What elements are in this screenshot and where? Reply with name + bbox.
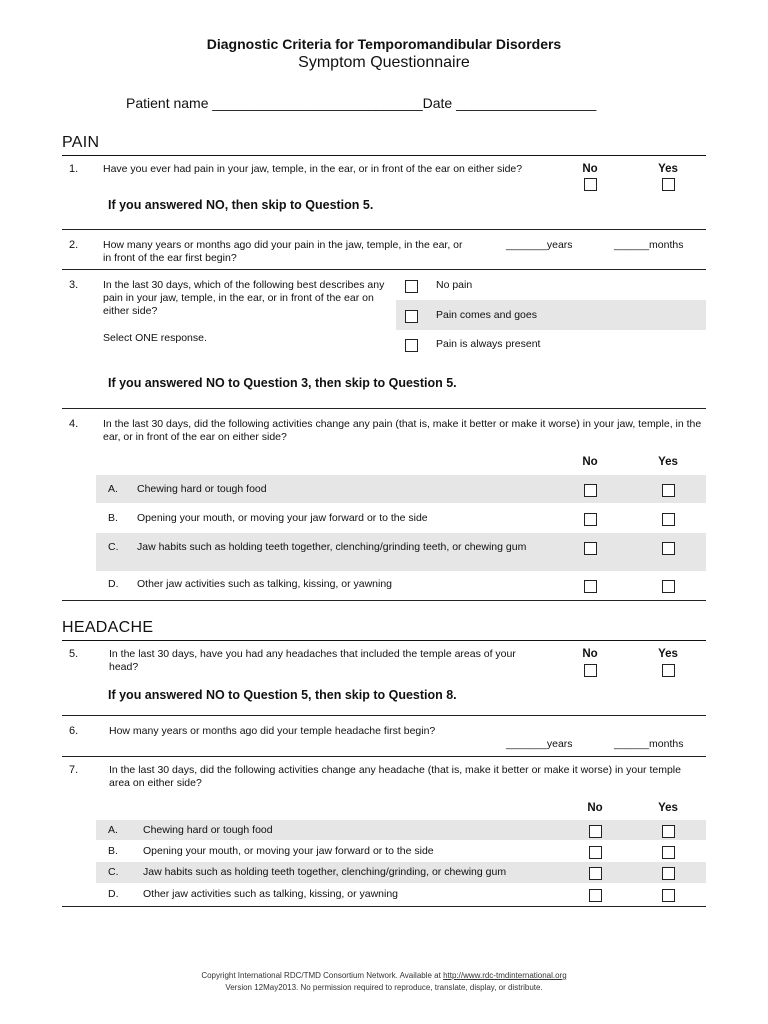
question-number: 3. [69,279,79,291]
years-field[interactable]: _______years [506,738,573,750]
q1-yes-checkbox[interactable] [662,178,675,191]
question-7-text: In the last 30 days, did the following activities change any headache (that is, make it better or make it worse) in your temple area on either side? [109,764,681,789]
question-3-text: In the last 30 days, which of the following best describes any pain in your jaw, temple, in the ear, or in front of the ear on either side? [103,279,385,317]
q7-b-no-checkbox[interactable] [589,846,602,859]
q4-a-no-checkbox[interactable] [584,484,597,497]
question-number: 5. [69,648,79,660]
q4-b-yes-checkbox[interactable] [662,513,675,526]
no-header: No [582,163,598,175]
form-subtitle: Symptom Questionnaire [298,54,470,71]
q7-a-yes-checkbox[interactable] [662,825,675,838]
section-divider [62,640,706,641]
q5-yes-checkbox[interactable] [662,664,675,677]
no-header: No [582,648,598,660]
q5-no-checkbox[interactable] [584,664,597,677]
q7-d-no-checkbox[interactable] [589,889,602,902]
q7-c-no-checkbox[interactable] [589,867,602,880]
question-divider [62,600,706,601]
row-text: Chewing hard or tough food [137,483,267,495]
yes-header: Yes [658,456,678,468]
row-letter: B. [108,512,118,524]
q7-c-yes-checkbox[interactable] [662,867,675,880]
q4-a-yes-checkbox[interactable] [662,484,675,497]
q3-option-label: Pain is always present [436,338,541,350]
row-text: Chewing hard or tough food [143,824,273,836]
yes-header: Yes [658,163,678,175]
question-5-text: In the last 30 days, have you had any headaches that included the temple areas of your head? [109,648,516,673]
months-field[interactable]: ______months [614,239,684,251]
row-letter: A. [108,824,118,836]
question-number: 4. [69,418,79,430]
row-letter: B. [108,845,118,857]
consortium-link[interactable]: http://www.rdc-tmdinternational.org [443,971,567,980]
q4-c-yes-checkbox[interactable] [662,542,675,555]
no-header: No [582,456,598,468]
years-field[interactable]: _______years [506,239,573,251]
row-letter: D. [108,888,119,900]
q4-d-no-checkbox[interactable] [584,580,597,593]
yes-header: Yes [658,648,678,660]
section-heading-headache: HEADACHE [62,619,154,636]
yes-header: Yes [658,802,678,814]
q7-b-yes-checkbox[interactable] [662,846,675,859]
q3-option-checkbox[interactable] [405,280,418,293]
question-divider [62,715,706,716]
row-text: Other jaw activities such as talking, kissing, or yawning [137,578,393,590]
question-divider [62,269,706,270]
skip-instruction: If you answered NO to Question 3, then skip to Question 5. [108,376,457,390]
q3-option-checkbox[interactable] [405,310,418,323]
question-divider [62,229,706,230]
copyright-line [0,970,768,981]
skip-instruction: If you answered NO, then skip to Question 5. [108,198,374,212]
row-letter: C. [108,541,119,553]
row-text: Jaw habits such as holding teeth together, clenching/grinding, or chewing gum [143,866,507,878]
q4-b-no-checkbox[interactable] [584,513,597,526]
row-text: Opening your mouth, or moving your jaw forward or to the side [143,845,434,857]
q3-option-label: No pain [436,279,473,291]
question-2-text: How many years or months ago did your pain in the jaw, temple, in the ear, or in front of the ear first begin? [103,239,463,264]
q4-c-no-checkbox[interactable] [584,542,597,555]
no-header: No [587,802,603,814]
question-divider [62,408,706,409]
question-number: 2. [69,239,79,251]
question-number: 1. [69,163,79,175]
months-field[interactable]: ______months [614,738,684,750]
row-text: Jaw habits such as holding teeth together, clenching/grinding teeth, or chewing gum [137,541,527,553]
patient-name-date-line[interactable]: Patient name ___________________________Date __________________ [126,95,597,111]
version-line: Version 12May2013. No permission required to reproduce, translate, display, or distribute. [225,983,543,992]
row-letter: A. [108,483,118,495]
q7-d-yes-checkbox[interactable] [662,889,675,902]
question-6-text: How many years or months ago did your temple headache first begin? [109,725,436,737]
row-letter: D. [108,578,119,590]
q4-d-yes-checkbox[interactable] [662,580,675,593]
question-number: 6. [69,725,79,737]
q7-a-no-checkbox[interactable] [589,825,602,838]
select-one-instruction: Select ONE response. [103,332,207,344]
question-divider [62,756,706,757]
copyright-text: Copyright International RDC/TMD Consortium Network. Available at [201,971,444,980]
question-divider [62,906,706,907]
row-text: Opening your mouth, or moving your jaw forward or to the side [137,512,428,524]
question-1-text: Have you ever had pain in your jaw, temple, in the ear, or in front of the ear on either side? [103,163,523,175]
section-divider [62,155,706,156]
question-number: 7. [69,764,79,776]
skip-instruction: If you answered NO to Question 5, then skip to Question 8. [108,688,457,702]
section-heading-pain: PAIN [62,134,100,151]
row-text: Other jaw activities such as talking, kissing, or yawning [143,888,399,900]
q3-option-label: Pain comes and goes [436,309,537,321]
q1-no-checkbox[interactable] [584,178,597,191]
question-4-text: In the last 30 days, did the following activities change any pain (that is, make it better or make it worse) in your jaw, temple, in the ear, or in front of the ear on either side? [103,418,702,443]
row-letter: C. [108,866,119,878]
form-title: Diagnostic Criteria for Temporomandibular Disorders [206,36,562,52]
q3-option-checkbox[interactable] [405,339,418,352]
